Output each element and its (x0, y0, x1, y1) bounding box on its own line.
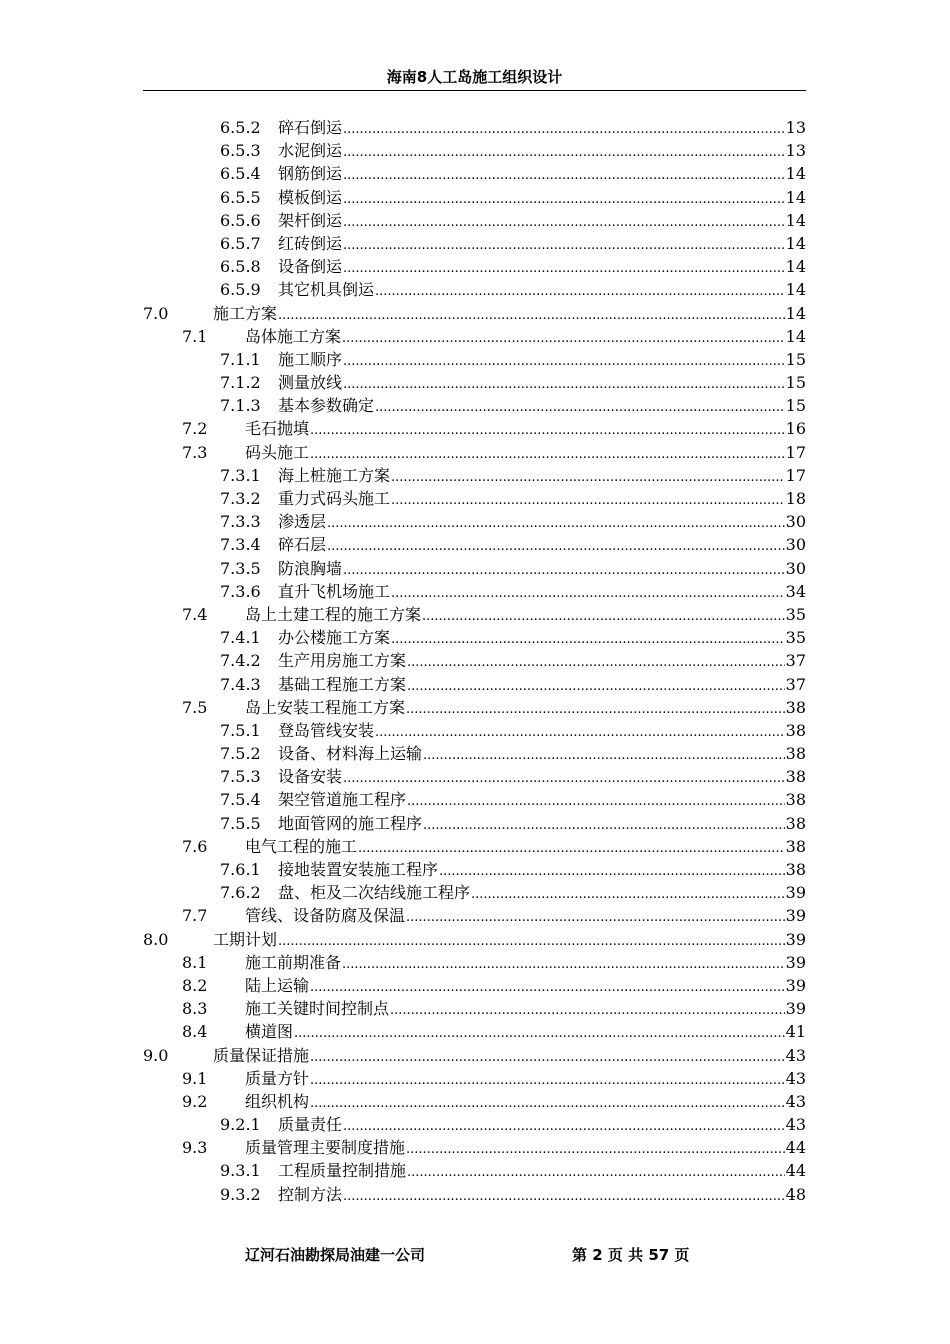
toc-entry-page: 38 (785, 790, 806, 810)
toc-entry-title: 基础工程施工方案 (278, 674, 407, 694)
toc-entry-number: 9.2 (182, 1091, 208, 1111)
toc-entry-title: 施工前期准备 (245, 952, 342, 972)
toc-entry-page: 14 (785, 257, 806, 277)
toc-dot-leader (375, 721, 785, 744)
toc-entry-title: 施工关键时间控制点 (245, 999, 390, 1019)
toc-entry-title: 质量方针 (245, 1068, 310, 1088)
toc-entry[interactable] (143, 1067, 806, 1090)
toc-entry[interactable] (143, 1090, 806, 1113)
toc-entry[interactable] (143, 881, 806, 904)
toc-entry-page: 43 (785, 1091, 806, 1111)
toc-entry-number: 7.5.2 (220, 744, 261, 764)
toc-entry[interactable] (143, 603, 806, 626)
toc-entry[interactable] (143, 325, 806, 348)
toc-entry-title: 施工顺序 (278, 349, 343, 369)
toc-entry-number: 6.5.9 (220, 280, 261, 300)
toc-entry-title: 防浪胸墙 (278, 558, 343, 578)
toc-entry[interactable] (143, 1159, 806, 1182)
toc-entry[interactable] (143, 951, 806, 974)
toc-entry-number: 7.1 (182, 326, 208, 346)
toc-dot-leader (391, 489, 785, 512)
toc-entry[interactable] (143, 557, 806, 580)
toc-dot-leader (343, 559, 785, 582)
toc-entry-title: 质量管理主要制度措施 (245, 1138, 406, 1158)
toc-dot-leader (310, 1046, 785, 1069)
toc-entry[interactable] (143, 649, 806, 672)
toc-entry[interactable] (143, 904, 806, 927)
toc-entry-number: 6.5.2 (220, 118, 261, 137)
toc-entry-title: 电气工程的施工 (245, 836, 358, 856)
table-of-contents (143, 116, 806, 1206)
toc-entry-number: 6.5.8 (220, 257, 261, 277)
toc-entry-title: 工期计划 (213, 929, 278, 949)
toc-entry-number: 9.3.2 (220, 1184, 261, 1204)
toc-entry-page: 34 (785, 581, 806, 601)
toc-entry-page: 39 (785, 929, 806, 949)
toc-entry-title: 毛石抛填 (245, 419, 310, 439)
toc-entry-title: 测量放线 (278, 373, 343, 393)
toc-entry-page: 30 (785, 558, 806, 578)
toc-entry-page: 16 (785, 419, 806, 439)
toc-entry-number: 7.6.1 (220, 860, 261, 879)
toc-entry[interactable] (143, 1020, 806, 1043)
toc-entry-number: 7.4.1 (220, 628, 261, 648)
toc-entry[interactable] (143, 278, 806, 301)
toc-entry[interactable] (143, 371, 806, 394)
toc-dot-leader (278, 930, 785, 953)
toc-entry-title: 陆上运输 (245, 975, 310, 995)
toc-dot-leader (407, 651, 785, 674)
toc-entry-title: 其它机具倒运 (278, 280, 375, 300)
toc-dot-leader (407, 790, 785, 813)
toc-entry-title: 架杆倒运 (278, 210, 343, 230)
toc-entry-title: 碎石倒运 (278, 118, 343, 137)
toc-entry-number: 7.3 (182, 442, 208, 462)
toc-entry-title: 岛上安装工程施工方案 (245, 697, 406, 717)
toc-entry-number: 7.7 (182, 906, 208, 926)
toc-entry-page: 14 (785, 303, 806, 323)
toc-dot-leader (294, 1022, 785, 1045)
toc-entry-page: 39 (785, 883, 806, 903)
header-rule (143, 90, 806, 91)
toc-entry-number: 7.3.1 (220, 465, 261, 485)
toc-entry-page: 38 (785, 744, 806, 764)
toc-entry-number: 7.3.6 (220, 581, 261, 601)
toc-dot-leader (343, 234, 785, 257)
toc-dot-leader (343, 1115, 785, 1138)
toc-dot-leader (327, 535, 785, 558)
toc-entry-page: 14 (785, 187, 806, 207)
toc-dot-leader (278, 304, 785, 327)
toc-dot-leader (406, 1138, 785, 1161)
toc-entry-page: 39 (785, 975, 806, 995)
toc-entry[interactable] (143, 1113, 806, 1136)
toc-entry[interactable] (143, 696, 806, 719)
footer-company: 辽河石油勘探局油建一公司 (245, 1246, 426, 1264)
toc-entry-page: 43 (785, 1115, 806, 1135)
toc-entry-page: 15 (785, 349, 806, 369)
toc-entry-number: 7.6.2 (220, 883, 261, 903)
toc-dot-leader (343, 164, 785, 187)
toc-entry-title: 岛体施工方案 (245, 326, 342, 346)
toc-entry-number: 8.0 (143, 929, 169, 949)
footer-page-info: 第 2 页 共 57 页 (572, 1246, 690, 1264)
toc-entry-page: 14 (785, 233, 806, 253)
toc-entry-page: 37 (785, 651, 806, 671)
toc-entry-number: 6.5.3 (220, 141, 261, 161)
toc-dot-leader (439, 860, 785, 883)
toc-dot-leader (343, 257, 785, 280)
toc-entry[interactable] (143, 116, 806, 139)
toc-entry-title: 岛上土建工程的施工方案 (245, 604, 422, 624)
toc-entry-page: 30 (785, 512, 806, 532)
toc-entry-page: 13 (785, 118, 806, 137)
toc-entry-title: 质量保证措施 (213, 1045, 310, 1065)
toc-entry-page: 43 (785, 1068, 806, 1088)
toc-entry-page: 35 (785, 604, 806, 624)
toc-entry-title: 直升飞机场施工 (278, 581, 391, 601)
toc-entry[interactable] (143, 974, 806, 997)
toc-entry-page: 44 (785, 1138, 806, 1158)
toc-entry-number: 6.5.6 (220, 210, 261, 230)
toc-dot-leader (343, 767, 785, 790)
toc-entry-number: 6.5.5 (220, 187, 261, 207)
toc-dot-leader (375, 396, 785, 419)
toc-entry[interactable] (143, 533, 806, 556)
toc-entry-page: 48 (785, 1184, 806, 1204)
toc-entry-number: 6.5.7 (220, 233, 261, 253)
toc-entry-page: 38 (785, 697, 806, 717)
toc-dot-leader (358, 837, 785, 860)
toc-entry-title: 登岛管线安装 (278, 720, 375, 740)
toc-dot-leader (343, 373, 785, 396)
toc-entry[interactable] (143, 858, 806, 881)
toc-entry-number: 7.3.4 (220, 535, 261, 555)
toc-entry-page: 17 (785, 442, 806, 462)
toc-entry-page: 38 (785, 836, 806, 856)
toc-entry-number: 7.5 (182, 697, 208, 717)
toc-entry-title: 渗透层 (278, 512, 327, 532)
toc-entry-page: 39 (785, 999, 806, 1019)
toc-entry-page: 43 (785, 1045, 806, 1065)
toc-dot-leader (343, 1185, 785, 1208)
toc-entry-page: 14 (785, 210, 806, 230)
toc-entry-title: 红砖倒运 (278, 233, 343, 253)
toc-entry-number: 8.3 (182, 999, 208, 1019)
toc-entry-page: 37 (785, 674, 806, 694)
toc-entry[interactable] (143, 209, 806, 232)
toc-dot-leader (375, 280, 785, 303)
toc-dot-leader (406, 906, 785, 929)
toc-entry-title: 基本参数确定 (278, 396, 375, 416)
toc-entry-title: 模板倒运 (278, 187, 343, 207)
toc-entry-title: 码头施工 (245, 442, 310, 462)
toc-entry[interactable] (143, 487, 806, 510)
toc-entry-number: 9.3.1 (220, 1161, 261, 1181)
toc-entry-number: 7.5.3 (220, 767, 261, 787)
toc-entry-title: 管线、设备防腐及保温 (245, 906, 406, 926)
toc-dot-leader (342, 953, 785, 976)
toc-dot-leader (310, 419, 785, 442)
toc-entry-number: 8.2 (182, 975, 208, 995)
toc-entry[interactable] (143, 139, 806, 162)
toc-entry-number: 7.1.1 (220, 349, 261, 369)
toc-entry-title: 水泥倒运 (278, 141, 343, 161)
toc-dot-leader (391, 466, 785, 489)
toc-entry-page: 15 (785, 396, 806, 416)
toc-entry-page: 38 (785, 720, 806, 740)
toc-entry[interactable] (143, 232, 806, 255)
toc-entry-page: 35 (785, 628, 806, 648)
toc-entry-number: 7.5.4 (220, 790, 261, 810)
toc-entry[interactable] (143, 742, 806, 765)
toc-entry-number: 7.3.2 (220, 489, 261, 508)
toc-entry-title: 组织机构 (245, 1091, 310, 1111)
toc-dot-leader (471, 883, 785, 906)
toc-entry-number: 9.3 (182, 1138, 208, 1158)
toc-entry-page: 17 (785, 465, 806, 485)
toc-entry[interactable] (143, 673, 806, 696)
toc-entry-number: 8.4 (182, 1022, 208, 1042)
toc-entry[interactable] (143, 464, 806, 487)
toc-dot-leader (310, 443, 785, 466)
toc-entry-number: 7.5.1 (220, 720, 261, 740)
toc-entry-page: 14 (785, 326, 806, 346)
toc-dot-leader (406, 698, 785, 721)
toc-entry[interactable] (143, 835, 806, 858)
toc-entry-title: 施工方案 (213, 303, 278, 323)
toc-entry-page: 41 (785, 1022, 806, 1042)
toc-dot-leader (327, 512, 785, 535)
toc-entry-number: 7.5.5 (220, 813, 261, 833)
toc-dot-leader (310, 1069, 785, 1092)
toc-entry[interactable] (143, 348, 806, 371)
toc-entry-page: 44 (785, 1161, 806, 1181)
toc-entry[interactable] (143, 928, 806, 951)
toc-entry[interactable] (143, 394, 806, 417)
toc-entry-number: 7.1.3 (220, 396, 261, 416)
toc-dot-leader (310, 1092, 785, 1115)
toc-entry[interactable] (143, 162, 806, 185)
toc-entry-title: 地面管网的施工程序 (278, 813, 423, 833)
toc-entry[interactable] (143, 255, 806, 278)
toc-dot-leader (423, 744, 785, 767)
toc-entry[interactable] (143, 765, 806, 788)
toc-entry-number: 8.1 (182, 952, 208, 972)
toc-entry-number: 7.4.2 (220, 651, 261, 671)
toc-entry-title: 海上桩施工方案 (278, 465, 391, 485)
toc-entry-number: 9.0 (143, 1045, 169, 1065)
page-header-title: 海南8人工岛施工组织设计 (386, 68, 563, 86)
toc-entry-title: 办公楼施工方案 (278, 628, 391, 648)
toc-entry-title: 横道图 (245, 1022, 294, 1042)
toc-entry-title: 设备倒运 (278, 257, 343, 277)
toc-entry-number: 9.2.1 (220, 1115, 261, 1135)
toc-entry-number: 7.3.3 (220, 512, 261, 532)
toc-entry-page: 38 (785, 767, 806, 787)
toc-entry-page: 30 (785, 535, 806, 555)
toc-entry-number: 7.2 (182, 419, 208, 439)
toc-entry-page: 18 (785, 489, 806, 508)
toc-entry-number: 7.4 (182, 604, 208, 624)
toc-dot-leader (423, 814, 785, 837)
toc-dot-leader (391, 582, 785, 605)
toc-dot-leader (422, 605, 785, 628)
toc-entry[interactable] (143, 1183, 806, 1206)
toc-dot-leader (343, 211, 785, 234)
toc-dot-leader (310, 976, 785, 999)
toc-dot-leader (343, 118, 785, 141)
toc-entry-title: 设备安装 (278, 767, 343, 787)
toc-dot-leader (342, 327, 785, 350)
toc-entry-title: 重力式码头施工 (278, 489, 391, 508)
toc-entry[interactable] (143, 1044, 806, 1067)
toc-entry-page: 14 (785, 280, 806, 300)
toc-entry[interactable] (143, 510, 806, 533)
toc-entry-page: 38 (785, 813, 806, 833)
toc-dot-leader (390, 999, 785, 1022)
toc-entry-title: 生产用房施工方案 (278, 651, 407, 671)
toc-entry[interactable] (143, 719, 806, 742)
toc-dot-leader (343, 188, 785, 211)
toc-entry-page: 39 (785, 952, 806, 972)
toc-entry[interactable] (143, 788, 806, 811)
toc-entry-number: 6.5.4 (220, 164, 261, 184)
toc-entry-page: 39 (785, 906, 806, 926)
toc-entry-number: 7.4.3 (220, 674, 261, 694)
toc-entry-number: 9.1 (182, 1068, 208, 1088)
toc-entry[interactable] (143, 186, 806, 209)
toc-entry[interactable] (143, 1136, 806, 1159)
toc-entry[interactable] (143, 441, 806, 464)
toc-entry-page: 38 (785, 860, 806, 879)
toc-entry-title: 钢筋倒运 (278, 164, 343, 184)
toc-entry-title: 设备、材料海上运输 (278, 744, 423, 764)
toc-entry-title: 架空管道施工程序 (278, 790, 407, 810)
toc-entry-page: 14 (785, 164, 806, 184)
toc-entry-title: 工程质量控制措施 (278, 1161, 407, 1181)
toc-dot-leader (343, 141, 785, 164)
toc-entry-title: 接地装置安装施工程序 (278, 860, 439, 879)
toc-dot-leader (407, 675, 785, 698)
toc-entry[interactable] (143, 302, 806, 325)
toc-entry-number: 7.1.2 (220, 373, 261, 393)
toc-dot-leader (407, 1161, 785, 1184)
toc-entry-title: 盘、柜及二次结线施工程序 (278, 883, 471, 903)
toc-entry-number: 7.3.5 (220, 558, 261, 578)
toc-entry-number: 7.0 (143, 303, 169, 323)
toc-entry[interactable] (143, 626, 806, 649)
toc-entry-title: 质量责任 (278, 1115, 343, 1135)
toc-entry[interactable] (143, 812, 806, 835)
toc-entry-number: 7.6 (182, 836, 208, 856)
toc-entry-title: 碎石层 (278, 535, 327, 555)
toc-entry-page: 15 (785, 373, 806, 393)
toc-entry[interactable] (143, 417, 806, 440)
toc-entry-title: 控制方法 (278, 1184, 343, 1204)
toc-entry[interactable] (143, 997, 806, 1020)
toc-entry-page: 13 (785, 141, 806, 161)
toc-entry[interactable] (143, 580, 806, 603)
toc-dot-leader (391, 628, 785, 651)
toc-dot-leader (343, 350, 785, 373)
